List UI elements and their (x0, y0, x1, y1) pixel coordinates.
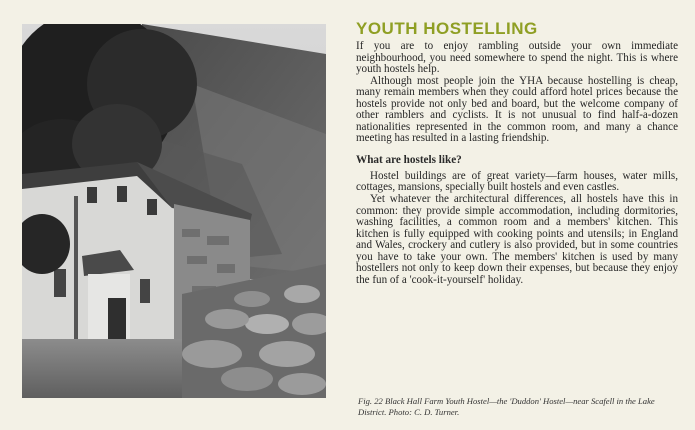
intro-paragraph-1: If you are to enjoy rambling outside your own immediate neighbourhood, you need somewhere to spend the night. This is where youth hostels help. (356, 40, 678, 76)
body-paragraph-2: Yet whatever the architectural differences, all hostels have this in common: they provide simple accommodation, including dormitories, washing facilities, a common room and a members' kitchen. This kitchen is fully equipped with cooking points and utensils; in England and Wales, crockery and cutlery is also provided, but in some countries you have to take your own. The members' kitchen is used by many hostellers not only to keep down their expenses, but because they enjoy the fun of a 'cook-it-yourself' holiday. (356, 193, 678, 286)
section-heading: What are hostels like? (356, 153, 462, 166)
body-paragraph-1: Hostel buildings are of great variety—farm houses, water mills, cottages, mansions, specially built hostels and even castles. (356, 169, 678, 194)
hostel-photograph (22, 24, 326, 398)
hostel-photo-illustration (22, 24, 326, 398)
article (356, 20, 678, 286)
figure-caption: Fig. 22 Black Hall Farm Youth Hostel—the 'Duddon' Hostel—near Scafell in the Lake District. Photo: C. D. Turner. (358, 396, 655, 417)
article-title: YOUTH HOSTELLING (356, 19, 538, 38)
intro-paragraph-2: Although most people join the YHA because hostelling is cheap, many remain members when they could afford hotel prices because the hostels provide not only bed and board, but the welcome company of other ramblers and cyclists. It is not unusual to find half-a-dozen nationalities represented in the common room, and many a chance meeting has resulted in a lasting friendship. (356, 74, 678, 145)
